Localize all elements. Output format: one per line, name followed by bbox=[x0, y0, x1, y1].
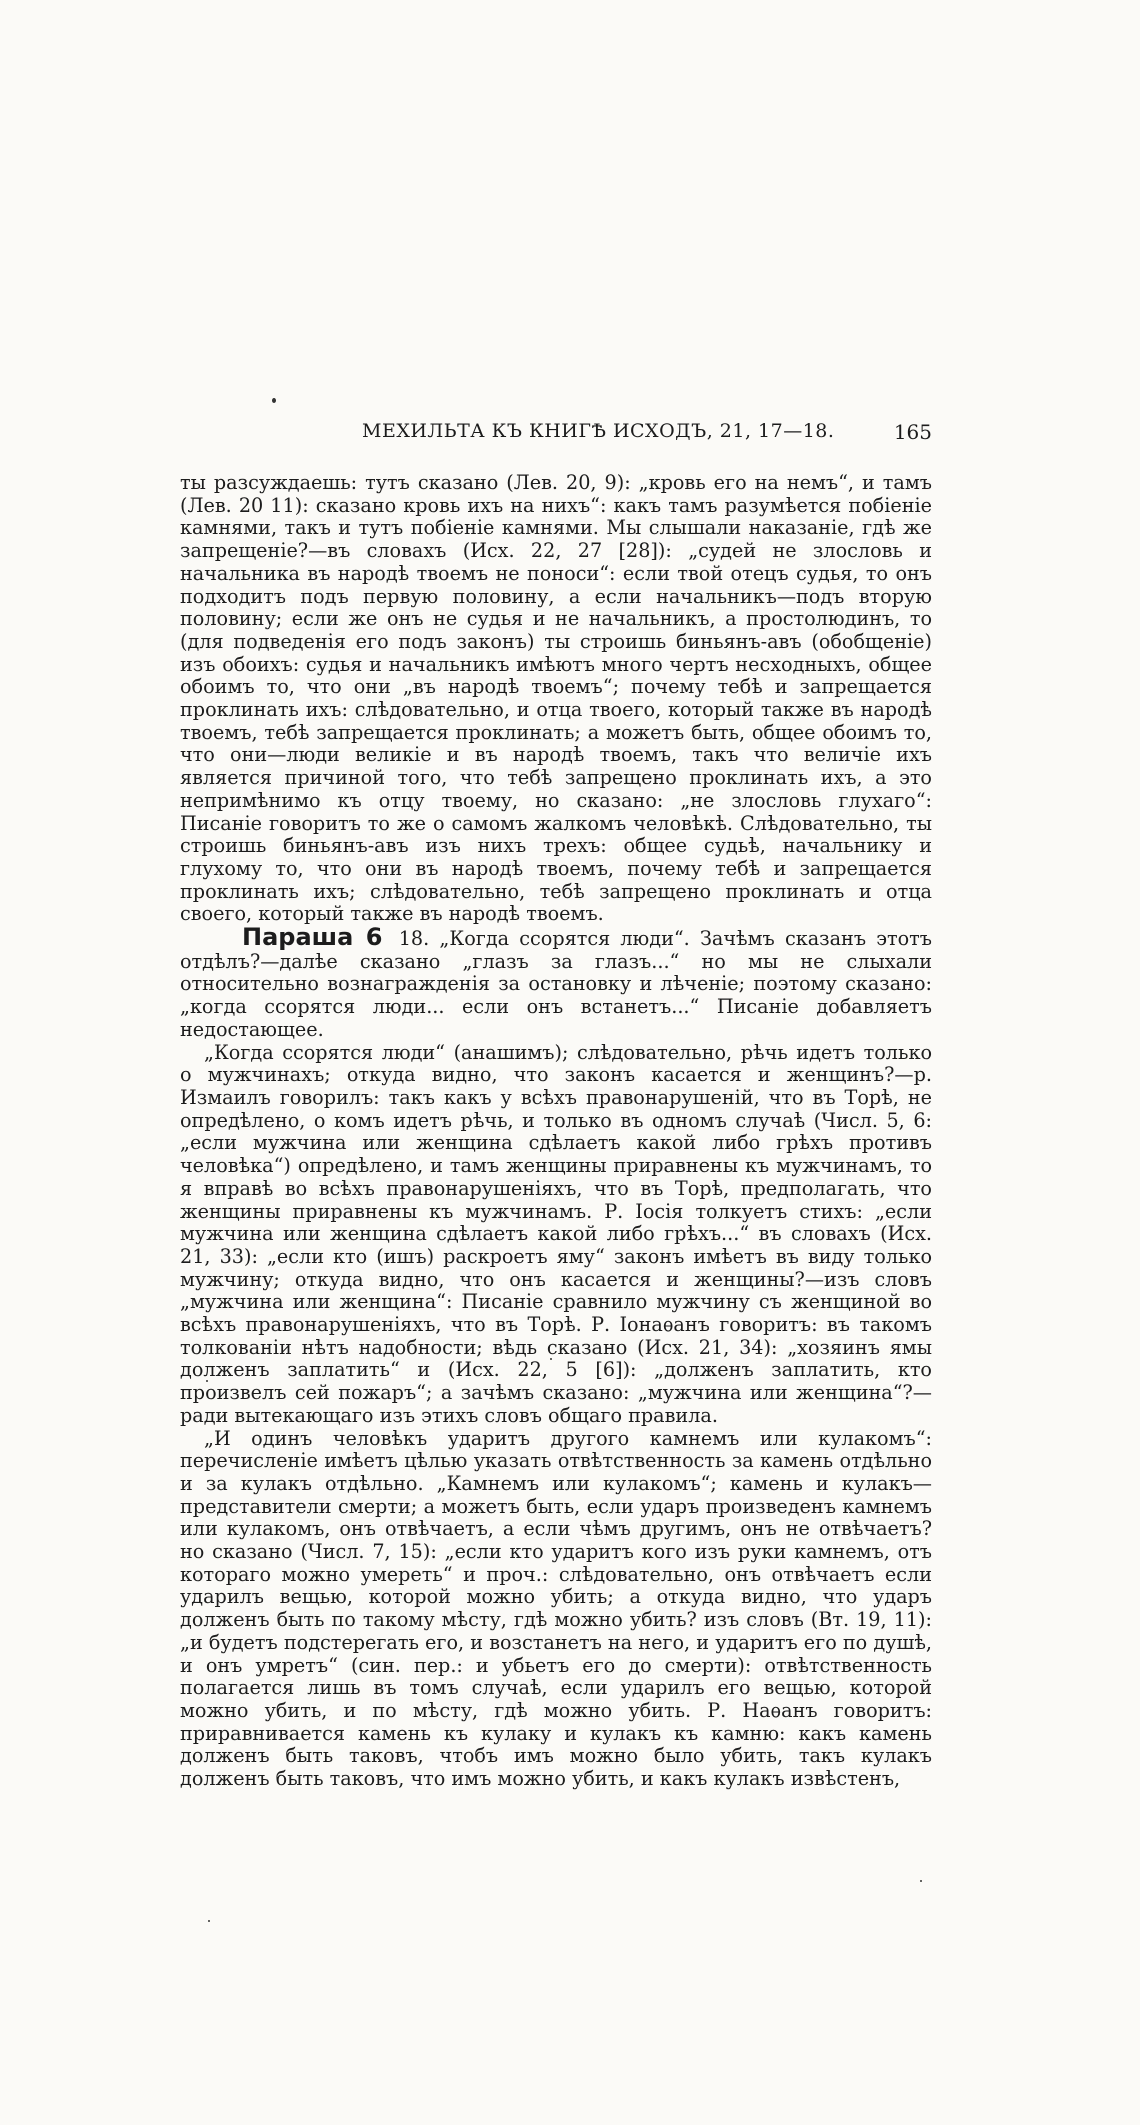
header-title: МЕХИЛЬТА КЪ КНИГѢ ИСХОДЪ, 21, 17—18. bbox=[362, 420, 835, 442]
parasha-text: 18. „Когда ссорятся люди“. Зачѣмъ сказанъ этотъ отдѣлъ?—далѣе сказано „глазъ за глазъ...“ но мы не слыхали относительно вознагражденія за остановку и лѣченіе; поэтому сказано: „когда ссорятся люди... если онъ встанетъ...“ Писаніе добавляетъ недостающее. bbox=[180, 927, 932, 1041]
paragraph-stone-fist: „И одинъ человѣкъ ударитъ другого камнемъ или кулакомъ“: перечисленіе имѣетъ цѣлью указать отвѣтственность за камень отдѣльно и за кулакъ отдѣльно. „Камнемъ или кулакомъ“; камень и кулакъ—представители смерти; а можетъ быть, если ударъ произведенъ камнемъ или кулакомъ, онъ отвѣчаетъ, а если чѣмъ другимъ, онъ не отвѣчаетъ? но сказано (Числ. 7, 15): „если кто ударитъ кого изъ руки камнемъ, отъ котораго можно умереть“ и проч.: слѣдовательно, онъ отвѣчаетъ если ударилъ вещью, которой можно убить; а откуда видно, что ударъ долженъ быть по такому мѣсту, гдѣ можно убить? изъ словъ (Вт. 19, 11): „и будетъ подстерегать его, и возстанетъ на него, и ударитъ его по душѣ, и онъ умретъ“ (син. пер.: и убьетъ его до смерти): отвѣтственность полагается лишь въ томъ случаѣ, если ударилъ его вещью, которой можно убить, и по мѣсту, гдѣ можно убить. Р. Наѳанъ говоритъ: приравнивается камень къ кулаку и кулакъ къ камню: какъ камень долженъ быть таковъ, чтобъ имъ можно было убить, такъ кулакъ долженъ быть таковъ, что имъ можно убить, и какъ кулакъ извѣстенъ, bbox=[180, 1426, 932, 1791]
paragraph-continuation: ты разсуждаешь: тутъ сказано (Лев. 20, 9): „кровь его на немъ“, и тамъ (Лев. 20 11): сказано кровь ихъ на нихъ“: какъ тамъ разумѣется побіеніе камнями, такъ и тутъ побіеніе камнями. Мы слышали наказаніе, гдѣ же запрещеніе?—въ словахъ (Исх. 22, 27 [28]): „судей не злословь и начальника въ народѣ твоемъ не поноси“: если твой отецъ судья, то онъ подходитъ подъ первую половину, а если начальникъ—подъ вторую половину; если же онъ не судья и не начальникъ, а простолюдинъ, то (для подведенія его подъ законъ) ты строишь биньянъ-авъ (обобщеніе) изъ обоихъ: судья и начальникъ имѣютъ много чертъ несходныхъ, общее обоимъ то, что они „въ народѣ твоемъ“; почему тебѣ и запрещается проклинать ихъ: слѣдовательно, и отца твоего, который также въ народѣ твоемъ, тебѣ запрещается проклинать; а можетъ быть, общее обоимъ то, что они—люди великіе и въ народѣ твоемъ, такъ что величіе ихъ является причиной того, что тебѣ запрещено проклинать ихъ, а это непримѣнимо къ отцу твоему, но сказано: „не злословь глухаго“: Писаніе говоритъ то же о самомъ жалкомъ человѣкѣ. Слѣдовательно, ты строишь биньянъ-авъ изъ нихъ трехъ: общее судьѣ, начальнику и глухому то, что они въ народѣ твоемъ, почему тебѣ и запрещается проклинать ихъ; слѣдовательно, тебѣ запрещено проклинать и отца своего, который также въ народѣ твоемъ. bbox=[180, 471, 932, 926]
running-header bbox=[232, 420, 932, 450]
paragraph-people-quarrel: „Когда ссорятся люди“ (анашимъ); слѣдовательно, рѣчь идетъ только о мужчинахъ; откуда видно, что законъ касается и женщинъ?—р. Измаилъ говорилъ: такъ какъ у всѣхъ правонарушеній, что въ Торѣ, не опредѣлено, о комъ идетъ рѣчь, и только въ одномъ случаѣ (Числ. 5, 6: „если мужчина или женщина сдѣлаетъ какой либо грѣхъ противъ человѣка“) опредѣлено, и тамъ женщины приравнены къ мужчинамъ, то я вправѣ во всѣхъ правонарушеніяхъ, что въ Торѣ, предполагать, что женщины приравнены къ мужчинамъ. Р. Іосія толкуетъ стихъ: „если мужчина или женщина сдѣлаетъ какой либо грѣхъ...“ въ словахъ (Исх. 21, 33): „если кто (ишъ) раскроетъ яму“ законъ имѣетъ въ виду только мужчину; откуда видно, что онъ касается и женщины?—изъ словъ „мужчина или женщина“: Писаніе сравнило мужчину съ женщиной во всѣхъ правонарушеніяхъ, что въ Торѣ. Р. Іонаѳанъ говоритъ: въ такомъ толкованіи нѣтъ надобности; вѣдь сказано (Исх. 21, 34): „хозяинъ ямы долженъ заплатить“ и (Исх. 22, 5 [6]): „долженъ заплатить, кто произвелъ сей пожаръ“; а зачѣмъ сказано: „мужчина или женщина“?—ради вытекающаго изъ этихъ словъ общаго правила. bbox=[180, 1040, 932, 1427]
page-number: 165 bbox=[893, 420, 932, 444]
print-speck bbox=[272, 398, 276, 403]
print-speck bbox=[920, 1880, 922, 1882]
print-speck bbox=[208, 1920, 210, 1922]
page-body bbox=[180, 472, 932, 1791]
paragraph-parasha bbox=[180, 923, 932, 1042]
parasha-heading: Параша 6 bbox=[242, 923, 383, 952]
